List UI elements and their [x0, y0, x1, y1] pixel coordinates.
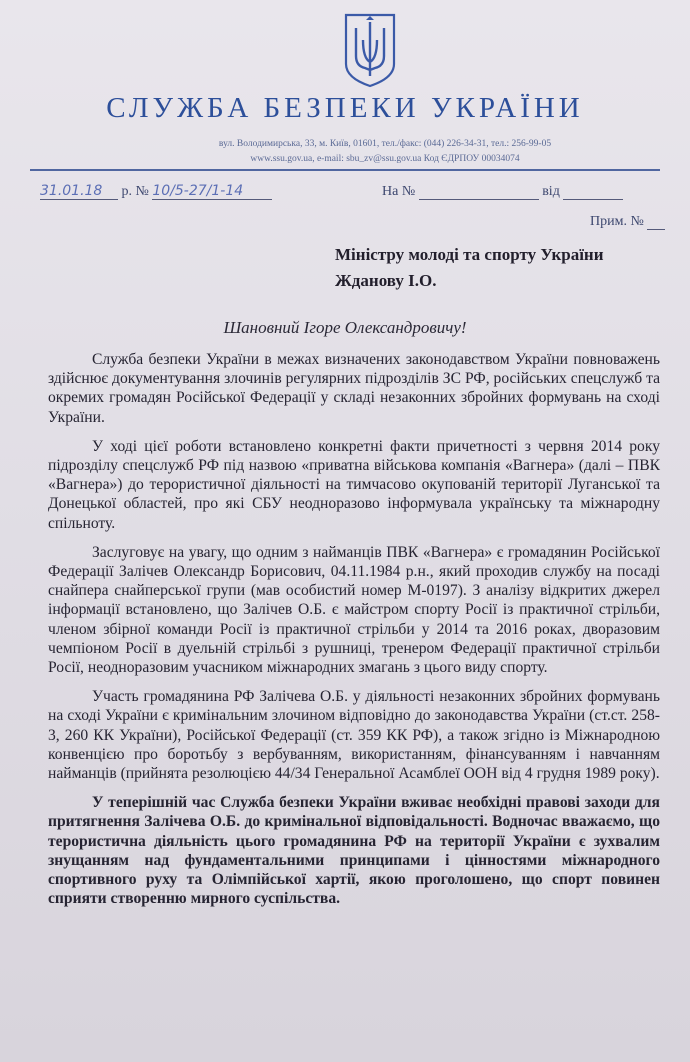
recipient-title: Міністру молоді та спорту України [335, 245, 604, 264]
copy-label: Прим. № [590, 214, 644, 229]
registration-date-number [40, 183, 272, 200]
contact-address-line: вул. Володимирська, 33, м. Київ, 01601, тел./факс: (044) 226-34-31, тел.: 256-99-05 [218, 139, 552, 149]
from-blank [563, 183, 623, 200]
body-paragraph-2: У ході цієї роботи встановлено конкретні факти причетності з червня 2014 року підрозділу спецслужб РФ під назвою «приватна військова компанія «Вагнера» (далі – ПВК «Вагнера») до терористичної діяльності на тимчасово окупованій території Луганської та Донецької областей, про які СБУ неодноразово інформувала українську та міжнародну спільноту. [48, 437, 660, 532]
body-paragraph-3: Заслуговує на увагу, що одним з найманців ПВК «Вагнера» є громадянин Російської Федерації Залічев Олександр Борисович, 04.11.1984 р.н., який проходив службу на посаді снайпера снайперської групи (мав особистий номер М-0197). З аналізу відкритих джерел інформації встановлено, що Залічев О.Б. є майстром спорту Росії із практичної стрільби, членом збірної команди Росії із практичної стрільби у 2014 та 2016 роках, дворазовим чемпіоном Росії в дуельній стрільбі з рушниці, тренером Федерації практичної стрільби Росії, неодноразовим учасником міжнародних змагань з цього виду спорту. [48, 543, 660, 677]
body-paragraph-5: У теперішній час Служба безпеки України вживає необхідні правові заходи для притягнення Залічева О.Б. до кримінальної відповідальності. Водночас вважаємо, що терористична діяльність цього громадянина РФ на території України є зухвалим знущанням над фундаментальними принципами і цінностями міжнародного спортивного руху та Олімпійської хартії, якою проголошено, що спорт повинен сприяти створенню мирного суспільства. [48, 794, 660, 908]
copy-blank [647, 213, 665, 230]
body-paragraph-1: Служба безпеки України в межах визначених законодавством України повноважень здійснює документування злочинів регулярних підрозділів ЗС РФ, російських спецслужб та окремих громадян Російської Федерації у складі незаконних збройних формувань на сході України. [48, 351, 660, 426]
organization-title: СЛУЖБА БЕЗПЕКИ УКРАЇНИ [106, 92, 584, 124]
on-number-label: На № [382, 184, 416, 199]
on-number-blank [419, 183, 539, 200]
body-paragraph-4: Участь громадянина РФ Залічева О.Б. у діяльності незаконних збройних формувань на сході України є кримінальним злочином відповідно до законодавства України (ст.ст. 258-3, 260 КК України), Російської Федерації (ст. 359 КК РФ), а також згідно із Міжнародною конвенцією про боротьбу з вербуванням, використанням, фінансуванням і навчанням найманців (прийнята резолюцією 44/34 Генеральної Асамблеї ООН від 4 грудня 1989 року). [48, 688, 660, 783]
header-divider [30, 169, 660, 171]
reply-reference [382, 183, 623, 200]
recipient-name: Жданову І.О. [335, 271, 437, 290]
from-label: від [542, 184, 560, 199]
letter-body [48, 350, 660, 918]
number-label: № [135, 184, 149, 199]
handwritten-number: 10/5-27/1-14 [152, 183, 272, 200]
recipient-block [335, 242, 604, 294]
handwritten-date: 31.01.18 [40, 183, 118, 200]
trident-emblem-icon [343, 12, 397, 88]
copy-number [590, 213, 665, 230]
contact-web-line: www.ssu.gov.ua, e-mail: sbu_zv@ssu.gov.ua Код ЄДРПОУ 00034074 [250, 154, 520, 164]
salutation: Шановний Ігоре Олександровичу! [223, 318, 467, 337]
date-suffix: р. [121, 184, 132, 199]
